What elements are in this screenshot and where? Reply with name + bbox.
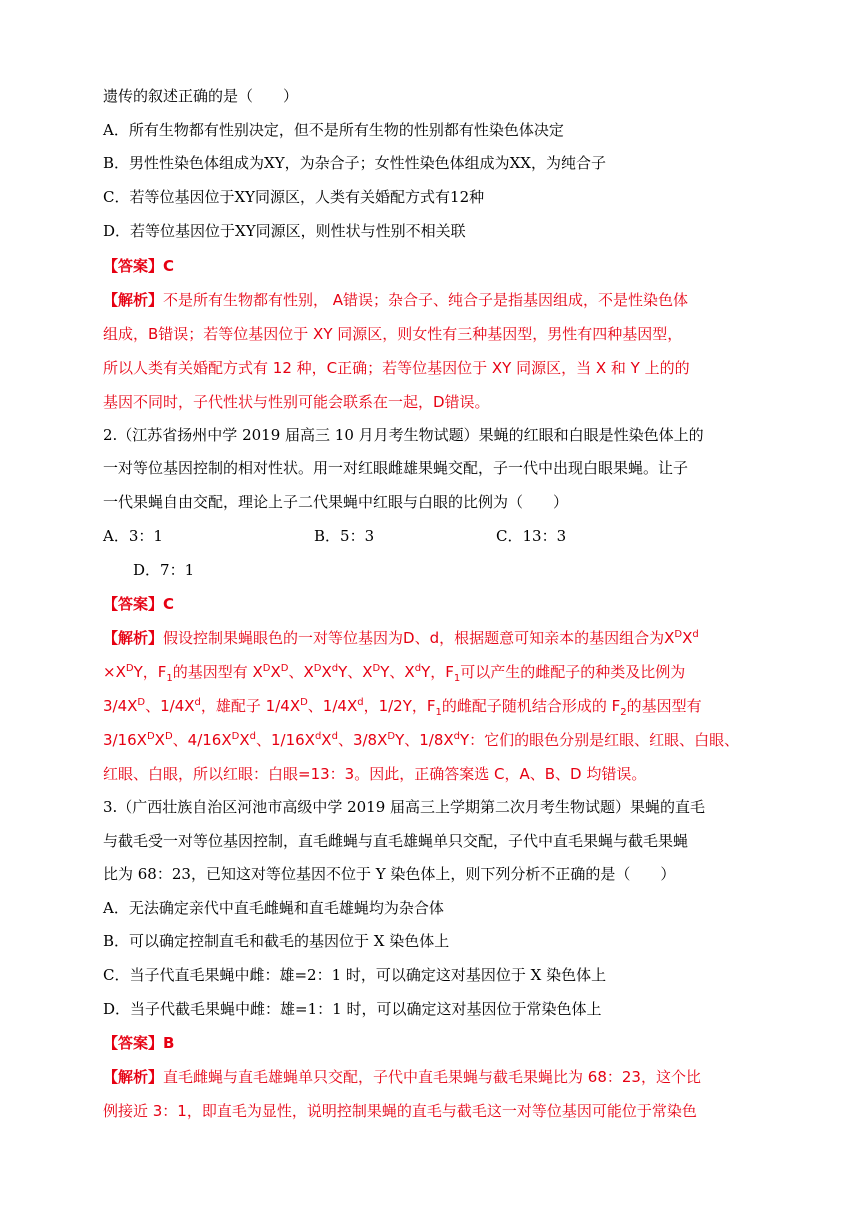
q2-option-d: D．7：1 (133, 561, 195, 579)
analysis-text: 假设控制果蝇眼色的一对等位基因为D、d，根据题意可知亲本的基因组合为 (163, 629, 665, 647)
q1-answer (103, 256, 174, 276)
q2-analysis-line-3: $3/4X^D$、$1/4X^d$，雄配子 $1/4X^D$、$1/4X^d$，1/2Y，$F_1$的雌配子随机结合形成的 $F_2$的基因型有 (103, 697, 702, 718)
analysis-text: 不是所有生物都有性别， A错误；杂合子、纯合子是指基因组成，不是性染色体 (163, 291, 689, 309)
q1-stem-tail: 遗传的叙述正确的是（ ） (103, 87, 299, 105)
q2-analysis-line-4: $3/16X^DX^D$、$4/16X^DX^d$、$1/16X^dX^d$、$3/8X^DY$、$1/8X^dY$：它们的眼色分别是红眼、红眼、白眼、 (103, 731, 740, 749)
q3-option-d: D．当子代截毛果蝇中雌：雄=1：1 时，可以确定这对基因位于常染色体上 (103, 1000, 602, 1018)
analysis-label: 【解析】 (103, 1068, 164, 1086)
q1-analysis-line-4: 基因不同时，子代性状与性别可能会联系在一起，D错误。 (103, 393, 490, 411)
q2-option-c: C．13：3 (496, 527, 567, 545)
answer-value: C (163, 257, 175, 275)
q2-option-b: B．5：3 (314, 527, 375, 545)
q3-answer (103, 1033, 174, 1053)
q3-stem-line-3: 比为 68：23，已知这对等位基因不位于 Y 染色体上，则下列分析不正确的是（ ） (103, 865, 676, 883)
analysis-label: 【解析】 (103, 291, 164, 309)
q3-stem-line-2: 与截毛受一对等位基因控制，直毛雌蝇与直毛雄蝇单只交配，子代中直毛果蝇与截毛果蝇 (103, 832, 689, 850)
q3-analysis-line-2: 例接近 3：1，即直毛为显性，说明控制果蝇的直毛与截毛这一对等位基因可能位于常染色 (103, 1102, 697, 1120)
genotype-symbol: $X^DX^d$ (664, 629, 699, 647)
q1-analysis-line-3: 所以人类有关婚配方式有 12 种，C正确；若等位基因位于 XY 同源区，当 X 和 Y 上的的 (103, 359, 690, 377)
q1-option-b: B．男性性染色体组成为XY，为杂合子；女性性染色体组成为XX，为纯合子 (103, 154, 606, 172)
q3-analysis-line-1 (103, 1067, 701, 1087)
q1-option-c: C．若等位基因位于XY同源区，人类有关婚配方式有12种 (103, 188, 485, 206)
q3-option-b: B．可以确定控制直毛和截毛的基因位于 X 染色体上 (103, 932, 450, 950)
q2-analysis-line-1 (103, 628, 699, 648)
q2-stem-line-3: 一代果蝇自由交配，理论上子二代果蝇中红眼与白眼的比例为（ ） (103, 493, 569, 511)
analysis-text: 直毛雌蝇与直毛雄蝇单只交配，子代中直毛果蝇与截毛果蝇比为 68：23，这个比 (163, 1068, 701, 1086)
q2-analysis-line-5: 红眼、白眼，所以红眼：白眼=13：3。因此，正确答案选 C，A、B、D 均错误。 (103, 765, 647, 783)
answer-label: 【答案】 (103, 595, 164, 613)
answer-label: 【答案】 (103, 257, 164, 275)
q3-option-a: A．无法确定亲代中直毛雌蝇和直毛雄蝇均为杂合体 (103, 899, 444, 917)
q2-analysis-line-2: $\times X^DY$，$F_1$的基因型有 $X^DX^D$、$X^DX^dY$、$X^DY$、$X^dY$，$F_1$可以产生的雌配子的种类及比例为 (103, 663, 686, 684)
q3-option-c: C．当子代直毛果蝇中雌：雄=2：1 时，可以确定这对基因位于 X 染色体上 (103, 966, 607, 984)
q1-option-d: D．若等位基因位于XY同源区，则性状与性别不相关联 (103, 222, 466, 240)
q1-analysis-line-2: 组成，B错误；若等位基因位于 XY 同源区，则女性有三种基因型，男性有四种基因型， (103, 325, 683, 343)
answer-value: C (163, 595, 175, 613)
answer-value: B (163, 1034, 175, 1052)
q2-stem-line-1: 2.（江苏省扬州中学 2019 届高三 10 月月考生物试题）果蝇的红眼和白眼是性染色体上的 (103, 426, 704, 444)
q2-stem-line-2: 一对等位基因控制的相对性状。用一对红眼雌雄果蝇交配，子一代中出现白眼果蝇。让子 (103, 459, 689, 477)
q2-answer (103, 594, 174, 614)
q1-analysis-line-1 (103, 290, 688, 310)
q2-option-a: A．3：1 (103, 527, 163, 545)
q3-stem-line-1: 3.（广西壮族自治区河池市高级中学 2019 届高三上学期第二次月考生物试题）果蝇的直毛 (103, 798, 706, 816)
answer-label: 【答案】 (103, 1034, 164, 1052)
analysis-label: 【解析】 (103, 629, 164, 647)
q1-option-a: A．所有生物都有性别决定，但不是所有生物的性别都有性染色体决定 (103, 121, 564, 139)
